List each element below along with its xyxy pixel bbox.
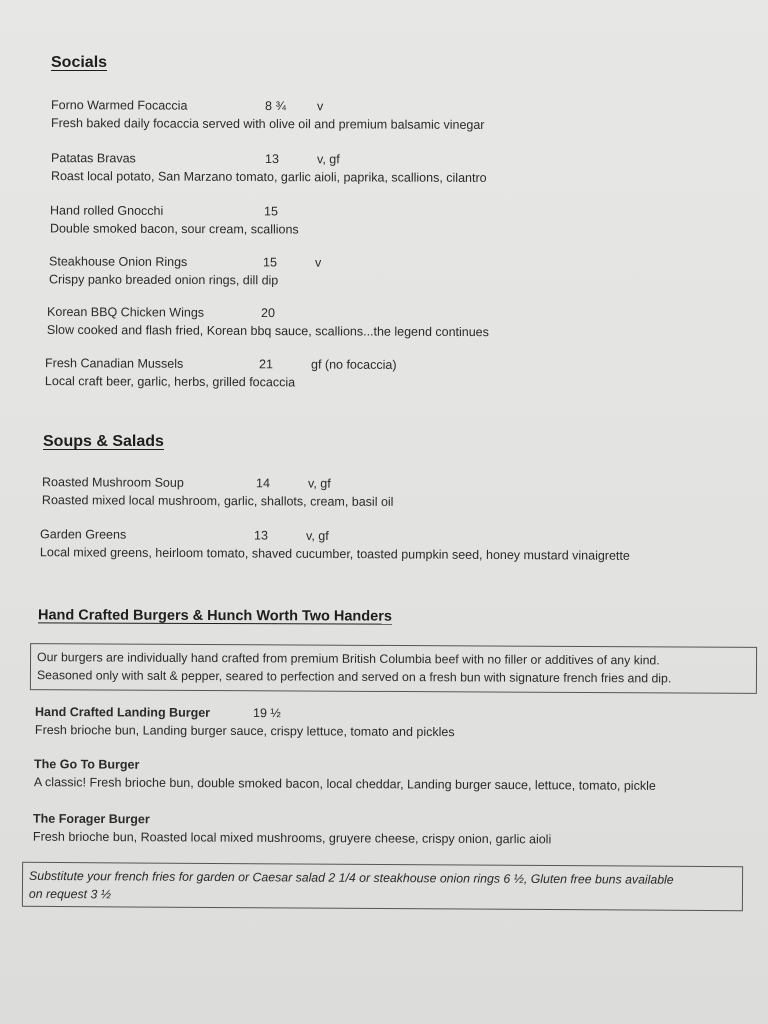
item-description: Local mixed greens, heirloom tomato, shaved cucumber, toasted pumpkin seed, honey mustard vinaigrette (39, 545, 630, 563)
burger-intro-line-1: Our burgers are individually hand crafted from premium British Columbia beef with no filler or additives of any kind. (37, 650, 660, 668)
item-name: Korean BBQ Chicken Wings (47, 304, 205, 320)
menu-item-onion-rings (49, 252, 321, 289)
substitution-note-line-1: Substitute your french fries for garden or Caesar salad 2 1/4 or steakhouse onion rings 6 ½, Gluten free buns available (29, 868, 674, 887)
item-price: 15 (264, 204, 278, 219)
item-description: Crispy panko breaded onion rings, dill dip (48, 272, 279, 288)
item-description: Double smoked bacon, sour cream, scallions (49, 221, 299, 237)
item-price: 13 (265, 151, 279, 167)
menu-item-chicken-wings (47, 303, 489, 341)
item-description: Fresh baked daily focaccia served with olive oil and premium balsamic vinegar (50, 116, 485, 132)
menu-item-focaccia (51, 96, 485, 134)
item-name: Hand Crafted Landing Burger (35, 704, 211, 720)
item-name: Fresh Canadian Mussels (45, 356, 184, 371)
item-description: Slow cooked and flash fried, Korean bbq sauce, scallions...the legend continues (46, 322, 489, 340)
item-description: Fresh brioche bun, Landing burger sauce, crispy lettuce, tomato and pickles (34, 722, 455, 740)
item-price: 14 (256, 476, 270, 491)
item-name: Steakhouse Onion Rings (49, 254, 188, 270)
item-description: Fresh brioche bun, Roasted local mixed mushrooms, gruyere cheese, crispy onion, garlic aioli (32, 829, 552, 847)
item-tags: v, gf (317, 152, 340, 167)
burger-intro-line-2: Seasoned only with salt & pepper, seared to perfection and served on a fresh bun with signature french fries and dip. (36, 668, 672, 686)
item-price: 8 ¾ (265, 98, 286, 114)
item-tags: v (317, 99, 324, 114)
burger-item-forager (33, 810, 551, 849)
item-description: Roast local potato, San Marzano tomato, garlic aioli, paprika, scallions, cilantro (50, 169, 487, 185)
item-description: A classic! Fresh brioche bun, double smoked bacon, local cheddar, Landing burger sauce, lettuce, tomato, pickle (33, 775, 656, 793)
item-name: Roasted Mushroom Soup (42, 475, 184, 490)
item-price: 20 (261, 305, 275, 321)
item-description: Local craft beer, garlic, herbs, grilled focaccia (44, 374, 296, 390)
item-name: Forno Warmed Focaccia (51, 98, 188, 113)
item-price: 21 (259, 357, 273, 372)
item-tags: v, gf (308, 476, 331, 491)
menu-item-mushroom-soup (42, 473, 394, 511)
burgers-heading: Hand Crafted Burgers & Hunch Worth Two Handers (37, 607, 392, 625)
burger-intro-box (30, 643, 757, 694)
item-price: 13 (254, 528, 269, 543)
item-price: 19 ½ (253, 706, 281, 721)
item-name: Patatas Bravas (51, 151, 136, 166)
substitution-note-box (22, 862, 743, 911)
menu-item-gnocchi (50, 201, 316, 238)
item-tags: v (315, 255, 322, 270)
item-tags: gf (no focaccia) (311, 357, 397, 372)
burger-item-landing (35, 703, 455, 741)
item-name: Garden Greens (40, 527, 127, 542)
item-price: 15 (263, 255, 277, 270)
menu-item-garden-greens (40, 525, 630, 565)
socials-heading: Socials (51, 54, 108, 71)
item-name: Hand rolled Gnocchi (50, 203, 164, 218)
item-description: Roasted mixed local mushroom, garlic, shallots, cream, basil oil (41, 493, 394, 509)
item-tags: v, gf (306, 528, 329, 543)
item-name: The Go To Burger (34, 757, 140, 772)
burger-item-go-to (34, 755, 656, 795)
item-name: The Forager Burger (33, 811, 150, 827)
substitution-note-line-2: on request 3 ½ (28, 886, 112, 902)
menu-item-mussels (45, 354, 397, 392)
soups-salads-heading: Soups & Salads (43, 433, 164, 450)
menu-item-patatas-bravas (51, 149, 487, 187)
